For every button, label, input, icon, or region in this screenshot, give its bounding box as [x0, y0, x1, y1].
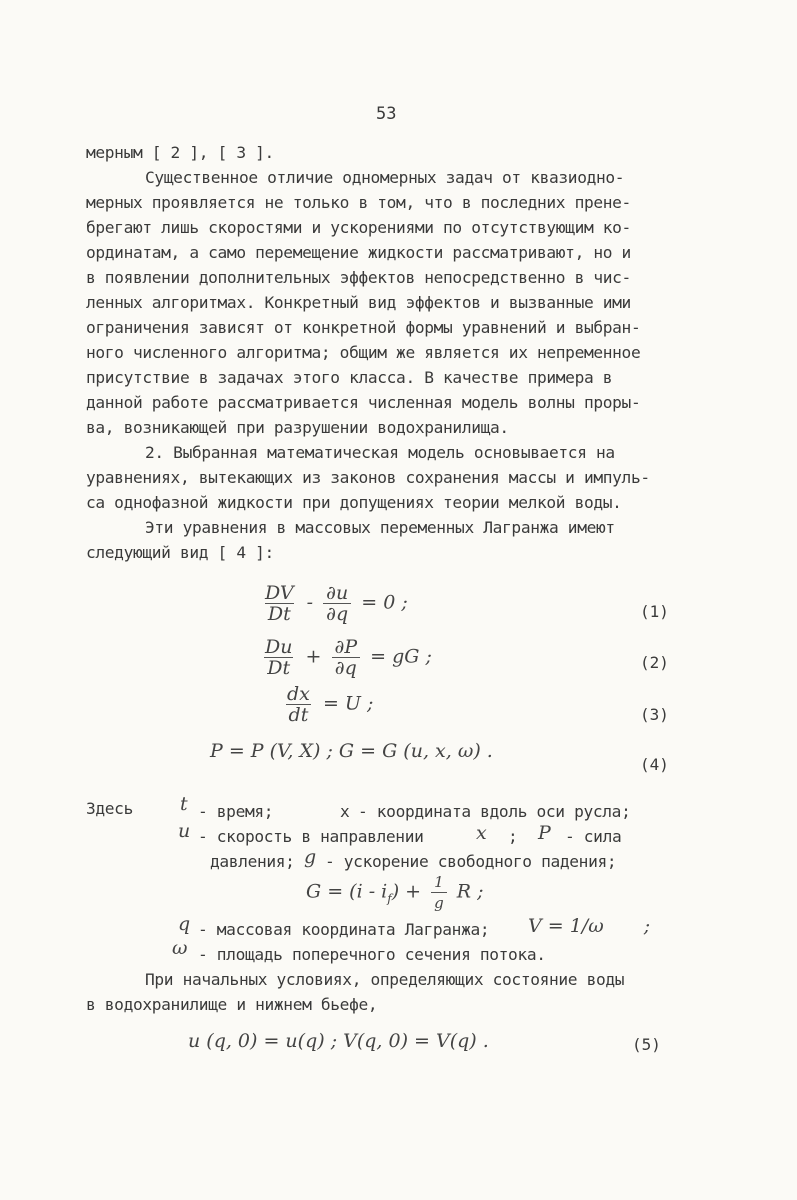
- g-description: - ускорение свободного падения;: [325, 852, 617, 871]
- t-description: - время;: [198, 802, 274, 821]
- text-line: уравнениях, вытекающих из законов сохранения массы и импуль-: [86, 468, 650, 487]
- v-def: V = 1/: [528, 915, 589, 937]
- omega-symbol: ω: [172, 937, 188, 959]
- g-symbol: g: [304, 846, 317, 868]
- text-line: следующий вид [ 4 ]:: [86, 543, 274, 562]
- v-end: ;: [643, 915, 651, 937]
- equation-number-3: (3): [640, 705, 669, 724]
- eq2-op: +: [305, 645, 322, 668]
- here-label: Здесь: [86, 799, 133, 818]
- omega-description: - площадь поперечного сечения потока.: [198, 945, 546, 964]
- G-frac-num: 1: [434, 873, 444, 891]
- q-description: - массовая координата Лагранжа;: [198, 920, 490, 939]
- q-symbol: q: [178, 913, 191, 935]
- eq1-rhs: = 0 ;: [361, 591, 408, 614]
- eq3-den: dt: [286, 704, 312, 725]
- p-description: - сила: [565, 827, 622, 846]
- G-definition: [306, 872, 484, 913]
- page-number: 53: [376, 104, 397, 124]
- G-mid: ) +: [391, 880, 422, 903]
- u-separator: ;: [508, 827, 518, 846]
- u-symbol: u: [178, 820, 191, 842]
- G-R: R ;: [456, 880, 484, 903]
- equation-number-5: (5): [632, 1035, 661, 1054]
- eq2-num1: Du: [265, 636, 293, 658]
- text-line: ва, возникающей при разрушении водохранилища.: [86, 418, 509, 437]
- eq3-num: dx: [287, 683, 310, 705]
- p-symbol: P: [538, 822, 551, 844]
- text-line: 2. Выбранная математическая модель основывается на: [145, 443, 615, 462]
- V-definition: [528, 915, 650, 937]
- eq3-rhs: = U ;: [322, 692, 374, 715]
- equation-number-2: (2): [640, 653, 669, 672]
- G-lhs: G = (i - i: [306, 880, 388, 903]
- equation-number-4: (4): [640, 755, 669, 774]
- text-line: ного численного алгоритма; общим же является их непременное: [86, 343, 641, 362]
- text-line: При начальных условиях, определяющих состояние воды: [145, 970, 625, 989]
- text-line: брегают лишь скоростями и ускорениями по отсутствующим ко-: [86, 218, 631, 237]
- eq1-op: -: [306, 591, 314, 614]
- equation-5: u (q, 0) = u(q) ; V(q, 0) = V(q) .: [188, 1030, 489, 1052]
- eq1-num1: DV: [265, 582, 294, 604]
- text-line: мерным [ 2 ], [ 3 ].: [86, 143, 274, 162]
- x-description: - координата вдоль оси русла;: [358, 802, 631, 821]
- eq2-num2: ∂P: [334, 636, 358, 658]
- equation-number-1: (1): [640, 602, 669, 621]
- eq2-den2: ∂q: [332, 657, 360, 678]
- eq2-rhs: = gG ;: [370, 645, 432, 668]
- u-description: - скорость в направлении: [198, 827, 424, 846]
- equation-2: [258, 637, 432, 678]
- text-line: присутствие в задачах этого класса. В качестве примера в: [86, 368, 613, 387]
- equation-4: P = P (V, X) ; G = G (u, x, ω) .: [210, 740, 493, 762]
- text-line: Эти уравнения в массовых переменных Лагранжа имеют: [145, 518, 615, 537]
- x-symbol: x: [340, 802, 350, 821]
- text-line: ленных алгоритмах. Конкретный вид эффектов и вызванные ими: [86, 293, 631, 312]
- G-sub: f: [387, 891, 392, 906]
- text-line: Существенное отличие одномерных задач от квазиодно-: [145, 168, 625, 187]
- text-line: ограничения зависят от конкретной формы уравнений и выбран-: [86, 318, 641, 337]
- eq1-num2: ∂u: [326, 582, 349, 604]
- eq1-den1: Dt: [265, 603, 294, 624]
- text-line: са однофазной жидкости при допущениях теории мелкой воды.: [86, 493, 622, 512]
- text-line: мерных проявляется не только в том, что в последних прене-: [86, 193, 631, 212]
- G-frac-den: g: [431, 892, 447, 913]
- v-omega: ω: [588, 915, 604, 937]
- eq1-den2: ∂q: [323, 603, 351, 624]
- u-x-symbol: x: [476, 822, 487, 844]
- pressure-word: давления;: [210, 852, 295, 871]
- equation-3: [280, 684, 373, 725]
- text-line: в появлении дополнительных эффектов непосредственно в чис-: [86, 268, 631, 287]
- text-line: ординатам, а само перемещение жидкости рассматривают, но и: [86, 243, 631, 262]
- eq2-den1: Dt: [264, 657, 293, 678]
- equation-1: [258, 583, 408, 624]
- text-line: в водохранилище и нижнем бьефе,: [86, 995, 378, 1014]
- t-symbol: t: [180, 793, 188, 815]
- text-line: данной работе рассматривается численная модель волны проры-: [86, 393, 641, 412]
